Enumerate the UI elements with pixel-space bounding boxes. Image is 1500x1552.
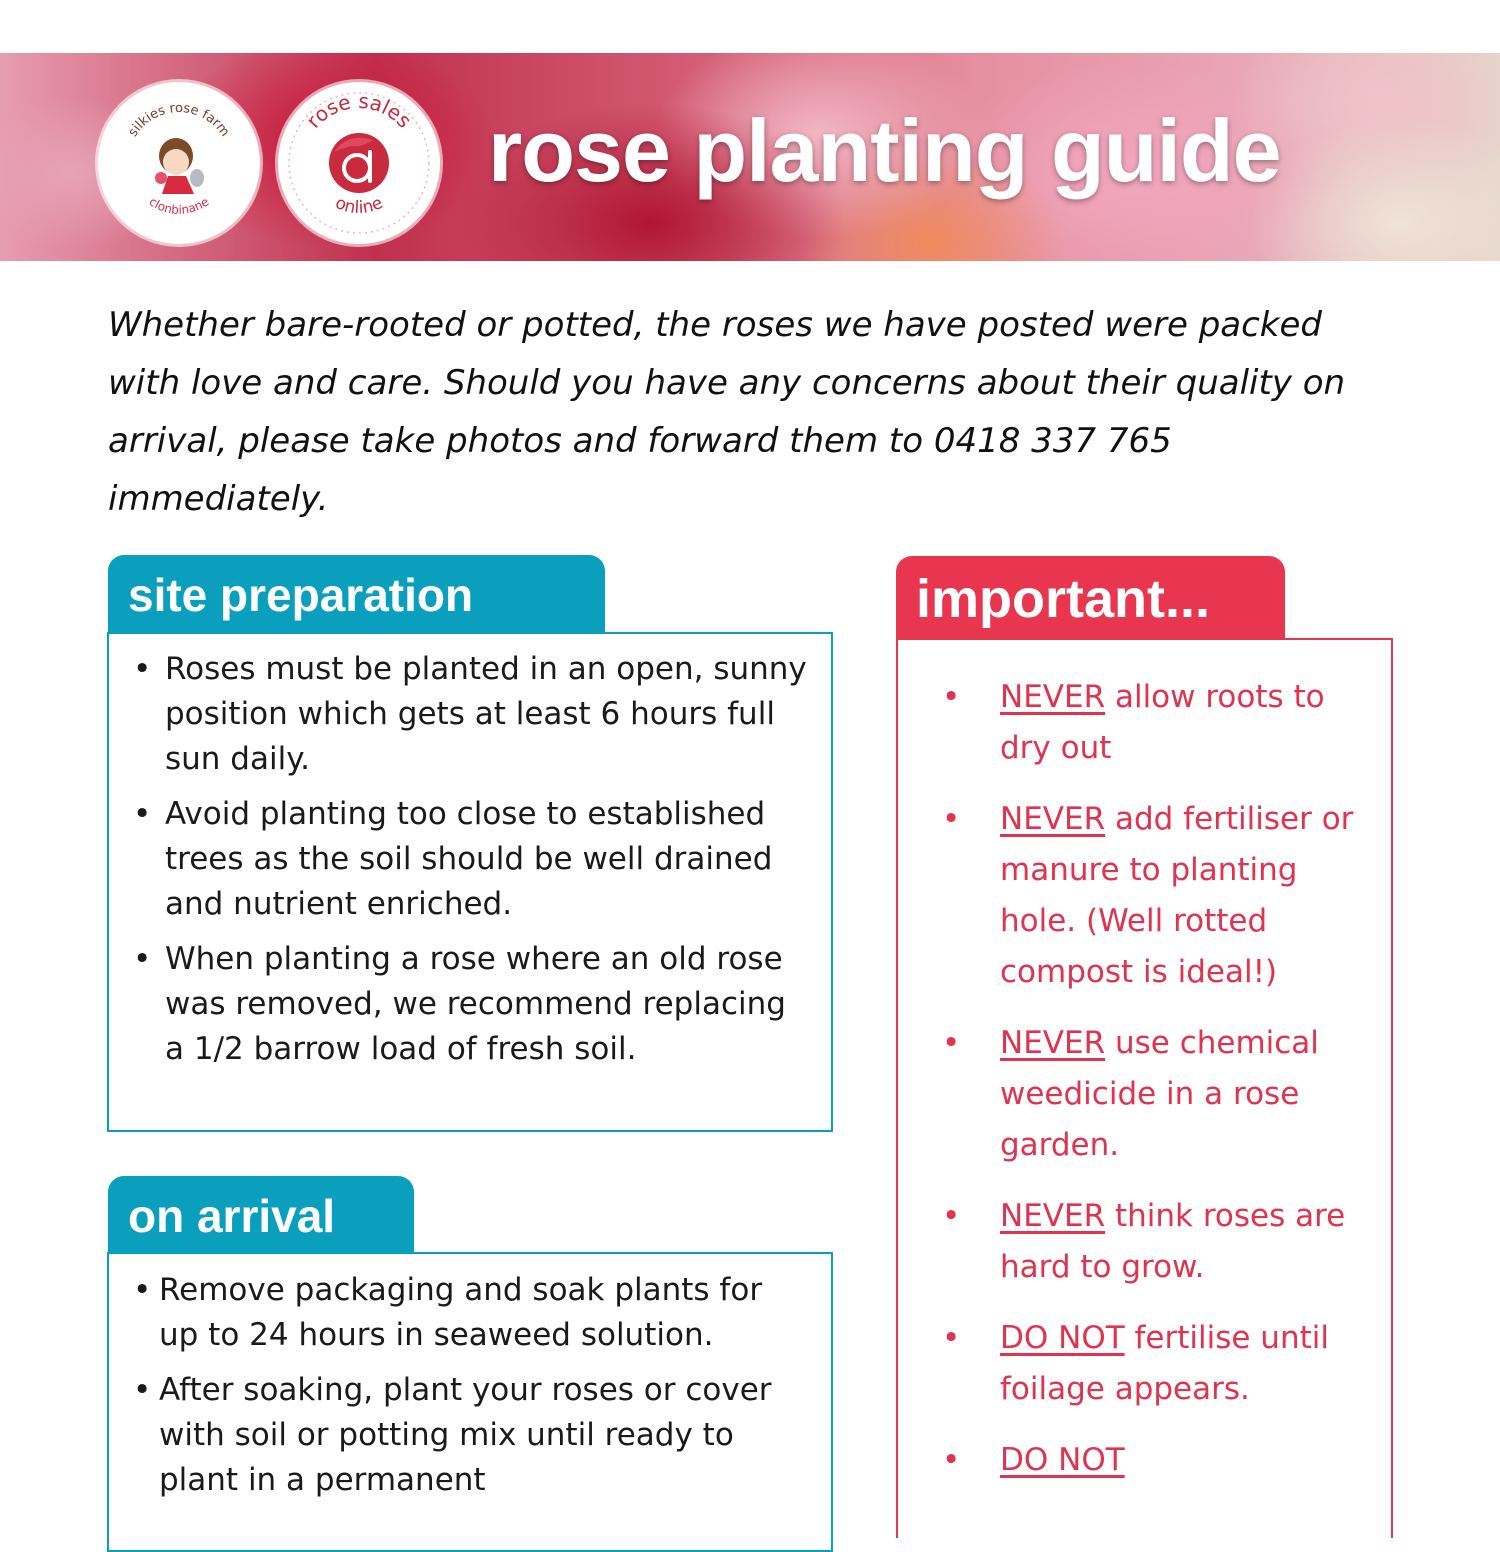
list-item: • After soaking, plant your roses or cover with soil or potting mix until ready to plant in a permanent <box>127 1368 811 1503</box>
list-item: • Avoid planting too close to established trees as the soil should be well drained and nutrient enriched. <box>127 792 811 927</box>
on-arrival-heading: on arrival <box>128 1190 336 1242</box>
site-preparation-heading: site preparation <box>128 569 474 621</box>
logo-left-subtext: clonbinane <box>146 194 212 217</box>
list-item <box>942 794 1371 998</box>
intro-paragraph: Whether bare-rooted or potted, the roses we have posted were packed with love and care. Should you have any concerns about their quality on arrival, please take photos and forward them to 0418 337 765 immediately. <box>108 305 1346 519</box>
svg-text:online <box>332 193 386 218</box>
list-item <box>942 1191 1371 1293</box>
never-keyword: NEVER <box>1000 679 1106 715</box>
do-not-keyword: DO NOT <box>1000 1442 1125 1478</box>
on-arrival-heading-tab <box>108 1176 414 1256</box>
silkies-rose-farm-logo <box>98 82 260 244</box>
item-text: add fertiliser or manure to planting hole. (Well rotted compost is ideal!) <box>1000 801 1354 990</box>
on-arrival-list <box>127 1268 811 1503</box>
item-text: allow roots to dry out <box>1000 679 1325 766</box>
logo-right-subtext: online <box>332 192 386 218</box>
on-arrival-box <box>107 1252 833 1552</box>
list-item <box>942 1313 1371 1415</box>
list-item <box>942 1435 1371 1486</box>
svg-text:clonbinane <box>147 194 212 217</box>
important-heading-tab <box>896 556 1285 642</box>
item-text: think roses are hard to grow. <box>1000 1198 1346 1285</box>
site-preparation-heading-tab <box>108 555 605 635</box>
logo-right-text: rose sales <box>301 88 417 133</box>
item-text: fertilise until foilage appears. <box>1000 1320 1329 1407</box>
site-preparation-box <box>107 632 833 1132</box>
logo-left-text: silkies rose farm <box>125 100 233 140</box>
list-item: • Remove packaging and soak plants for up to 24 hours in seaweed solution. <box>127 1268 811 1358</box>
never-keyword: NEVER <box>1000 1198 1106 1234</box>
list-item <box>942 1018 1371 1171</box>
list-item: • When planting a rose where an old rose was removed, we recommend replacing a 1/2 barrow load of fresh soil. <box>127 937 811 1072</box>
site-preparation-list <box>127 647 811 1072</box>
list-item: • Roses must be planted in an open, sunny position which gets at least 6 hours full sun daily. <box>127 647 811 782</box>
important-box <box>896 638 1393 1538</box>
rose-sales-online-logo <box>278 82 440 244</box>
svg-text:rose sales <box>301 89 416 133</box>
never-keyword: NEVER <box>1000 1025 1106 1061</box>
important-heading: important... <box>916 569 1210 629</box>
page-title: rose planting guide <box>488 101 1281 200</box>
important-list <box>942 672 1371 1486</box>
list-item <box>942 672 1371 774</box>
never-keyword: NEVER <box>1000 801 1106 837</box>
item-text: use chemical weedicide in a rose garden. <box>1000 1025 1319 1163</box>
do-not-keyword: DO NOT <box>1000 1320 1125 1356</box>
header-banner <box>0 53 1500 261</box>
svg-text:silkies rose farm <box>126 101 233 140</box>
